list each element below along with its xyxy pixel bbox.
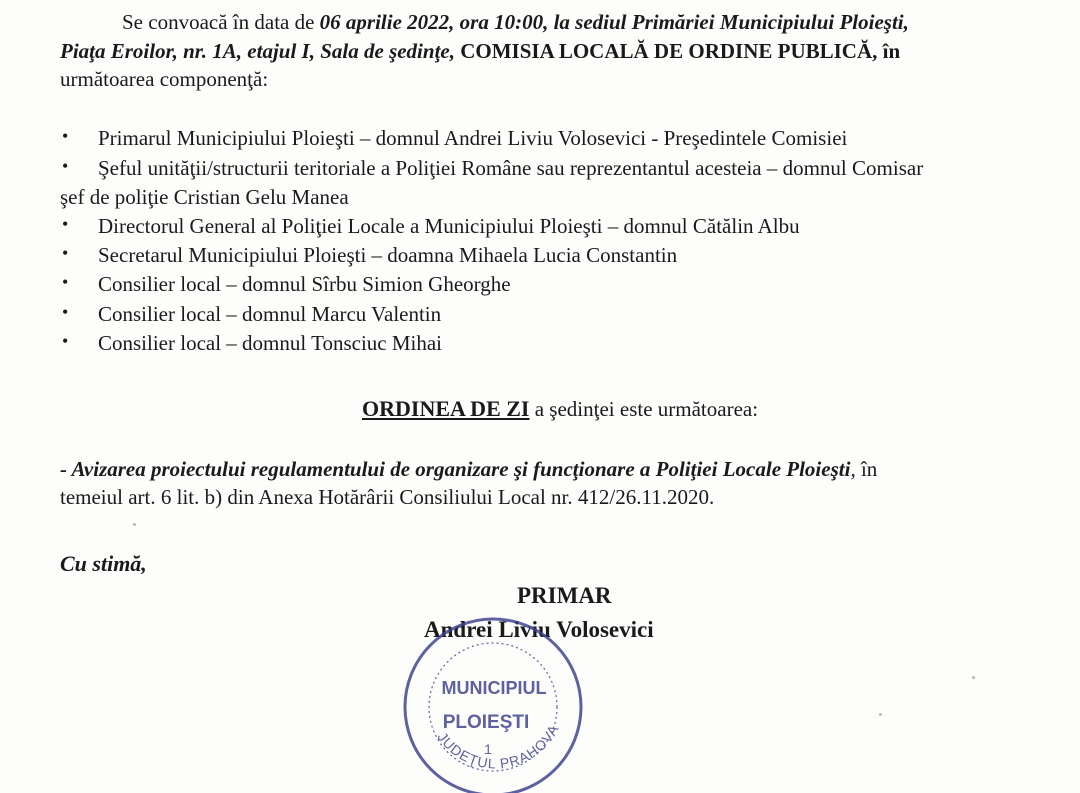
stamp-ring-text: JUDEŢUL PRAHOVA (434, 721, 562, 772)
intro-line-2: Piaţa Eroilor, nr. 1A, etajul I, Sala de şedinţe, COMISIA LOCALĂ DE ORDINE PUBLICĂ, în (60, 39, 901, 63)
signature-title: PRIMAR (517, 583, 612, 608)
bullet-icon: • (62, 156, 69, 176)
agenda-item-line-1: - Avizarea proiectului regulamentului de organizare şi funcţionare a Poliţiei Locale Ploieşti, în (60, 457, 878, 481)
bullet-icon: • (62, 126, 69, 146)
member-item-continuation: şef de poliţie Cristian Gelu Manea (60, 185, 349, 209)
bullet-icon: • (62, 243, 69, 263)
intro-line-1: Se convoacă în data de 06 aprilie 2022, ora 10:00, la sediul Primăriei Municipiului Ploieşti, (122, 10, 909, 34)
stamp-text-line-2: PLOIEŞTI (442, 712, 530, 733)
member-item: Consilier local – domnul Tonsciuc Mihai (98, 331, 443, 355)
agenda-item-line-2: temeiul art. 6 lit. b) din Anexa Hotărârii Consiliului Local nr. 412/26.11.2020. (60, 485, 715, 509)
official-stamp (398, 612, 588, 793)
member-item: Consilier local – domnul Marcu Valentin (98, 302, 442, 326)
intro-line-3: următoarea componenţă: (60, 67, 269, 91)
member-item: Secretarul Municipiului Ploieşti – doamna Mihaela Lucia Constantin (98, 243, 678, 267)
bullet-icon: • (62, 331, 69, 351)
member-item: Directorul General al Poliţiei Locale a Municipiului Ploieşti – domnul Cătălin Albu (98, 214, 800, 238)
agenda-heading: ORDINEA DE ZI a şedinţei este următoarea: (362, 396, 759, 421)
member-item: Consilier local – domnul Sîrbu Simion Gheorghe (98, 272, 511, 296)
scan-speck (133, 523, 136, 526)
stamp-number: 1 (484, 741, 492, 757)
closing-salutation: Cu stimă, (60, 551, 147, 576)
bullet-icon: • (62, 214, 69, 234)
signature-name: Andrei Liviu Volosevici (424, 617, 654, 642)
member-item: Primarul Municipiului Ploieşti – domnul Andrei Liviu Volosevici - Preşedintele Comisiei (98, 126, 848, 150)
bullet-icon: • (62, 302, 69, 322)
scan-speck (972, 676, 975, 679)
scan-speck (879, 713, 882, 716)
bullet-icon: • (62, 272, 69, 292)
member-item: Şeful unităţii/structurii teritoriale a Poliţiei Române sau reprezentantul acesteia – domnul Comisar (98, 156, 924, 180)
stamp-text-line-1: MUNICIPIUL (441, 678, 547, 698)
